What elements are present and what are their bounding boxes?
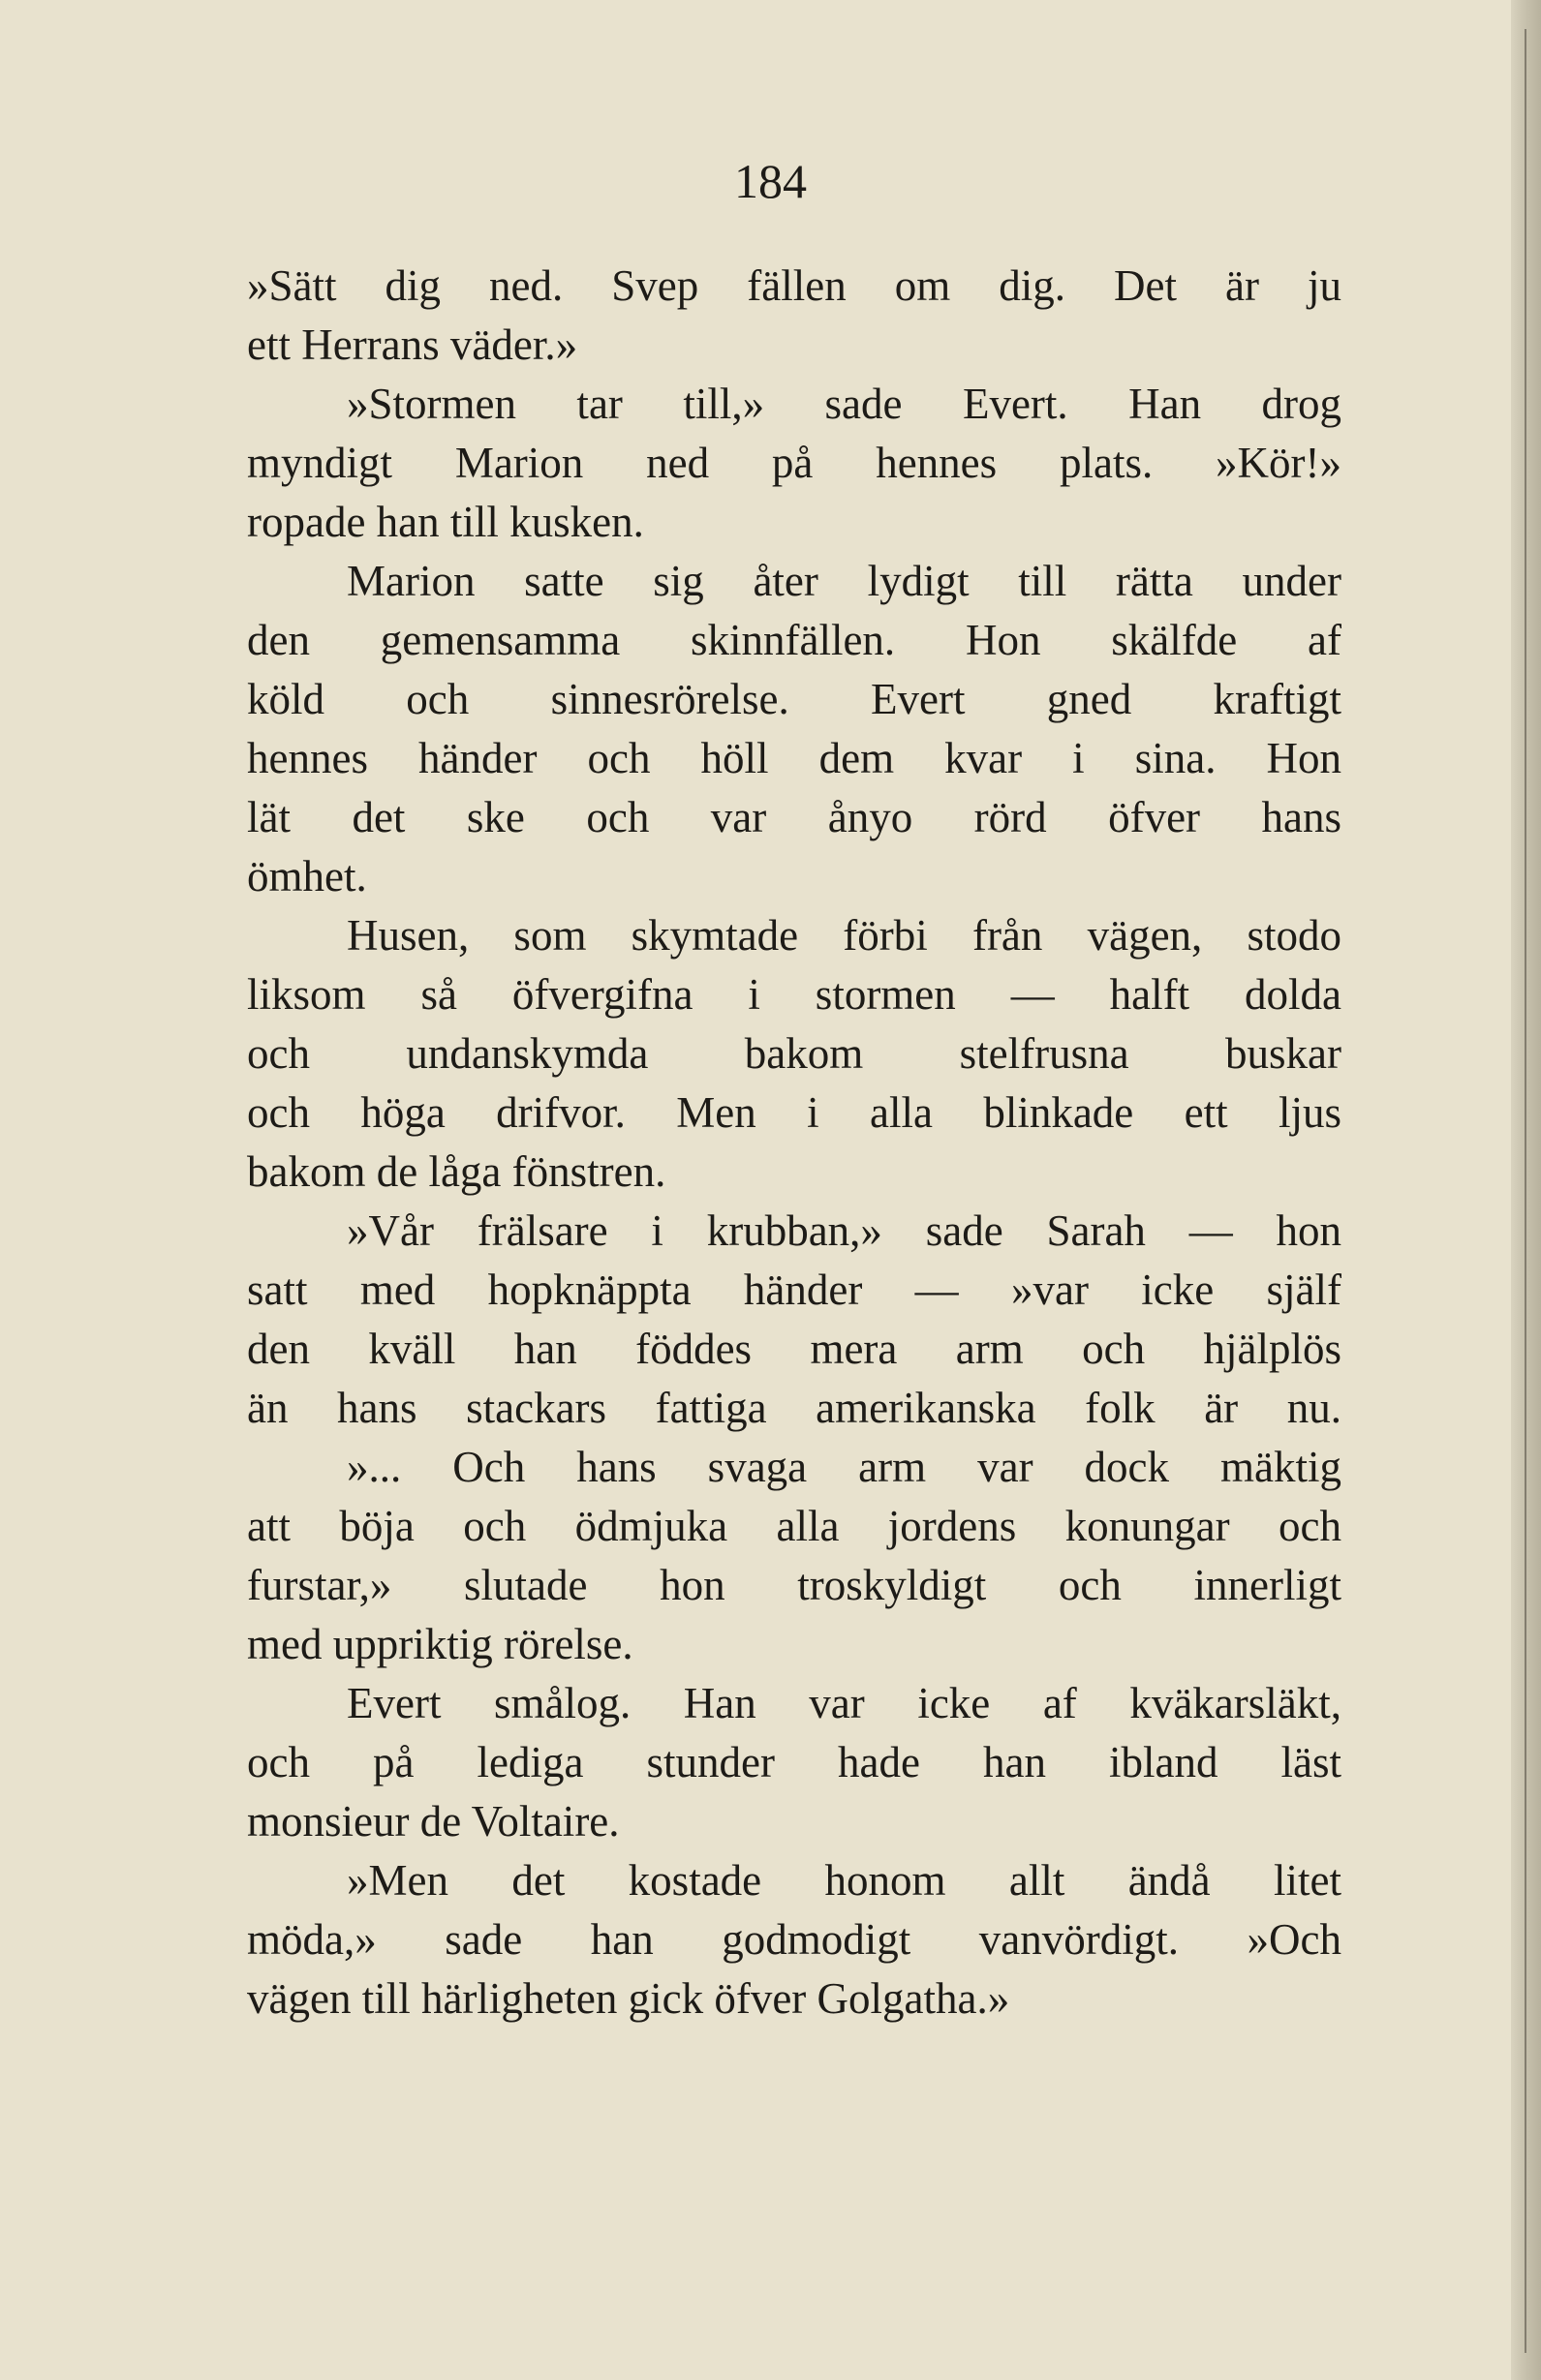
- text-line: och på lediga stunder hade han ibland läst: [247, 1738, 1341, 1786]
- text-line: vägen till härligheten gick öfver Golgatha.»: [247, 1974, 1010, 2023]
- text-line: furstar,» slutade hon troskyldigt och innerligt: [247, 1561, 1341, 1609]
- text-line: »Stormen tar till,» sade Evert. Han drog: [347, 380, 1341, 428]
- text-line: bakom de låga fönstren.: [247, 1147, 666, 1196]
- text-line: än hans stackars fattiga amerikanska folk är nu.: [247, 1384, 1341, 1432]
- text-line: köld och sinnesrörelse. Evert gned kraftigt: [247, 675, 1341, 723]
- text-line: satt med hopknäppta händer — »var icke själf: [247, 1266, 1341, 1314]
- text-line: den kväll han föddes mera arm och hjälplös: [247, 1325, 1341, 1373]
- page-number: 184: [734, 154, 807, 208]
- text-line: och undanskymda bakom stelfrusna buskar: [247, 1029, 1341, 1078]
- text-line: med uppriktig rörelse.: [247, 1620, 633, 1668]
- body-text: [247, 257, 1341, 2029]
- text-line: ropade han till kusken.: [247, 498, 644, 546]
- text-line: ömhet.: [247, 852, 367, 900]
- text-line: liksom så öfvergifna i stormen — halft dolda: [247, 970, 1341, 1019]
- text-line: »Sätt dig ned. Svep fällen om dig. Det är ju: [247, 261, 1341, 310]
- text-line: den gemensamma skinnfällen. Hon skälfde af: [247, 616, 1341, 664]
- text-line: myndigt Marion ned på hennes plats. »Kör!»: [247, 439, 1341, 487]
- text-line: Evert smålog. Han var icke af kväkarsläkt,: [347, 1679, 1341, 1727]
- text-line: möda,» sade han godmodigt vanvördigt. »Och: [247, 1915, 1341, 1964]
- text-line: ett Herrans väder.»: [247, 320, 578, 369]
- text-line: Husen, som skymtade förbi från vägen, stodo: [347, 911, 1341, 960]
- text-line: monsieur de Voltaire.: [247, 1797, 620, 1846]
- text-line: hennes händer och höll dem kvar i sina. Hon: [247, 734, 1341, 782]
- text-line: att böja och ödmjuka alla jordens konungar och: [247, 1502, 1341, 1550]
- text-line: lät det ske och var ånyo rörd öfver hans: [247, 793, 1341, 841]
- page-edge-line: [1525, 29, 1526, 2353]
- text-line: »Vår frälsare i krubban,» sade Sarah — hon: [347, 1206, 1341, 1255]
- text-line: »... Och hans svaga arm var dock mäktig: [347, 1443, 1341, 1491]
- text-line: och höga drifvor. Men i alla blinkade ett ljus: [247, 1088, 1341, 1137]
- text-line: »Men det kostade honom allt ändå litet: [347, 1856, 1341, 1905]
- text-line: Marion satte sig åter lydigt till rätta under: [347, 557, 1341, 605]
